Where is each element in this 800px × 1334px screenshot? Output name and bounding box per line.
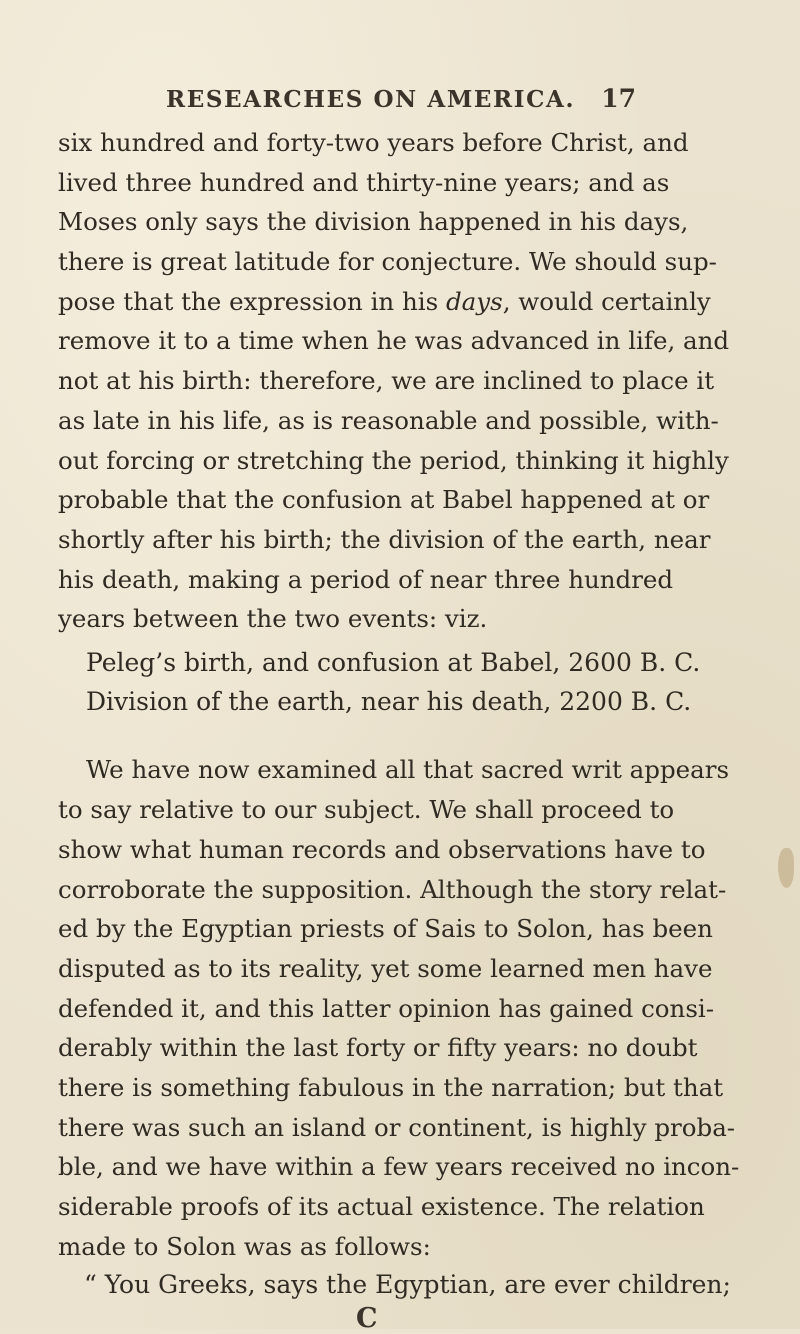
text-line: disputed as to its reality, yet some learned men have <box>58 954 713 983</box>
text-line: to say relative to our subject. We shall proceed to <box>58 795 675 824</box>
quote-line: “ You Greeks, says the Egyptian, are ever children; <box>84 1270 731 1299</box>
paper-stain <box>778 848 794 888</box>
text-segment: pose that the expression in his <box>58 287 446 316</box>
text-line: six hundred and forty-two years before Christ, and <box>58 128 689 157</box>
text-line: defended it, and this latter opinion has gained consi- <box>58 994 715 1023</box>
event-line: Division of the earth, near his death, 2200 B. C. <box>86 687 692 716</box>
signature-mark: C <box>356 1303 378 1334</box>
page-number: 17 <box>601 84 636 113</box>
text-line: siderable proofs of its actual existence. The relation <box>58 1192 705 1221</box>
text-line: years between the two events: viz. <box>58 604 488 633</box>
italic-word: days <box>445 287 503 316</box>
text-line: probable that the confusion at Babel happened at or <box>58 485 710 514</box>
text-line: there was such an island or continent, is highly proba- <box>58 1113 736 1142</box>
text-line: shortly after his birth; the division of the earth, near <box>58 525 711 554</box>
text-line: derably within the last forty or fifty years: no doubt <box>58 1033 698 1062</box>
text-line: lived three hundred and thirty-nine years; and as <box>58 168 670 197</box>
text-line: his death, making a period of near three hundred <box>58 565 674 594</box>
text-line: not at his birth: therefore, we are inclined to place it <box>58 366 715 395</box>
text-line: made to Solon was as follows: <box>58 1232 431 1261</box>
text-line: there is something fabulous in the narration; but that <box>58 1073 724 1102</box>
text-line: corroborate the supposition. Although the story relat- <box>58 875 727 904</box>
text-segment: , would certainly <box>502 287 711 316</box>
text-line: as late in his life, as is reasonable and possible, with- <box>58 406 719 435</box>
text-line: ed by the Egyptian priests of Sais to Solon, has been <box>58 914 713 943</box>
running-head <box>166 86 636 122</box>
text-line: ble, and we have within a few years received no incon- <box>58 1152 740 1181</box>
text-line: Moses only says the division happened in his days, <box>58 207 689 236</box>
text-line: there is great latitude for conjecture. We should sup- <box>58 247 717 276</box>
running-title: RESEARCHES ON AMERICA. <box>166 86 576 113</box>
text-line <box>58 285 711 319</box>
event-line: Peleg’s birth, and confusion at Babel, 2600 B. C. <box>86 648 701 677</box>
text-line: We have now examined all that sacred writ appears <box>86 755 730 784</box>
text-line: out forcing or stretching the period, thinking it highly <box>58 446 729 475</box>
text-line: show what human records and observations have to <box>58 835 706 864</box>
text-line: remove it to a time when he was advanced in life, and <box>58 326 730 355</box>
